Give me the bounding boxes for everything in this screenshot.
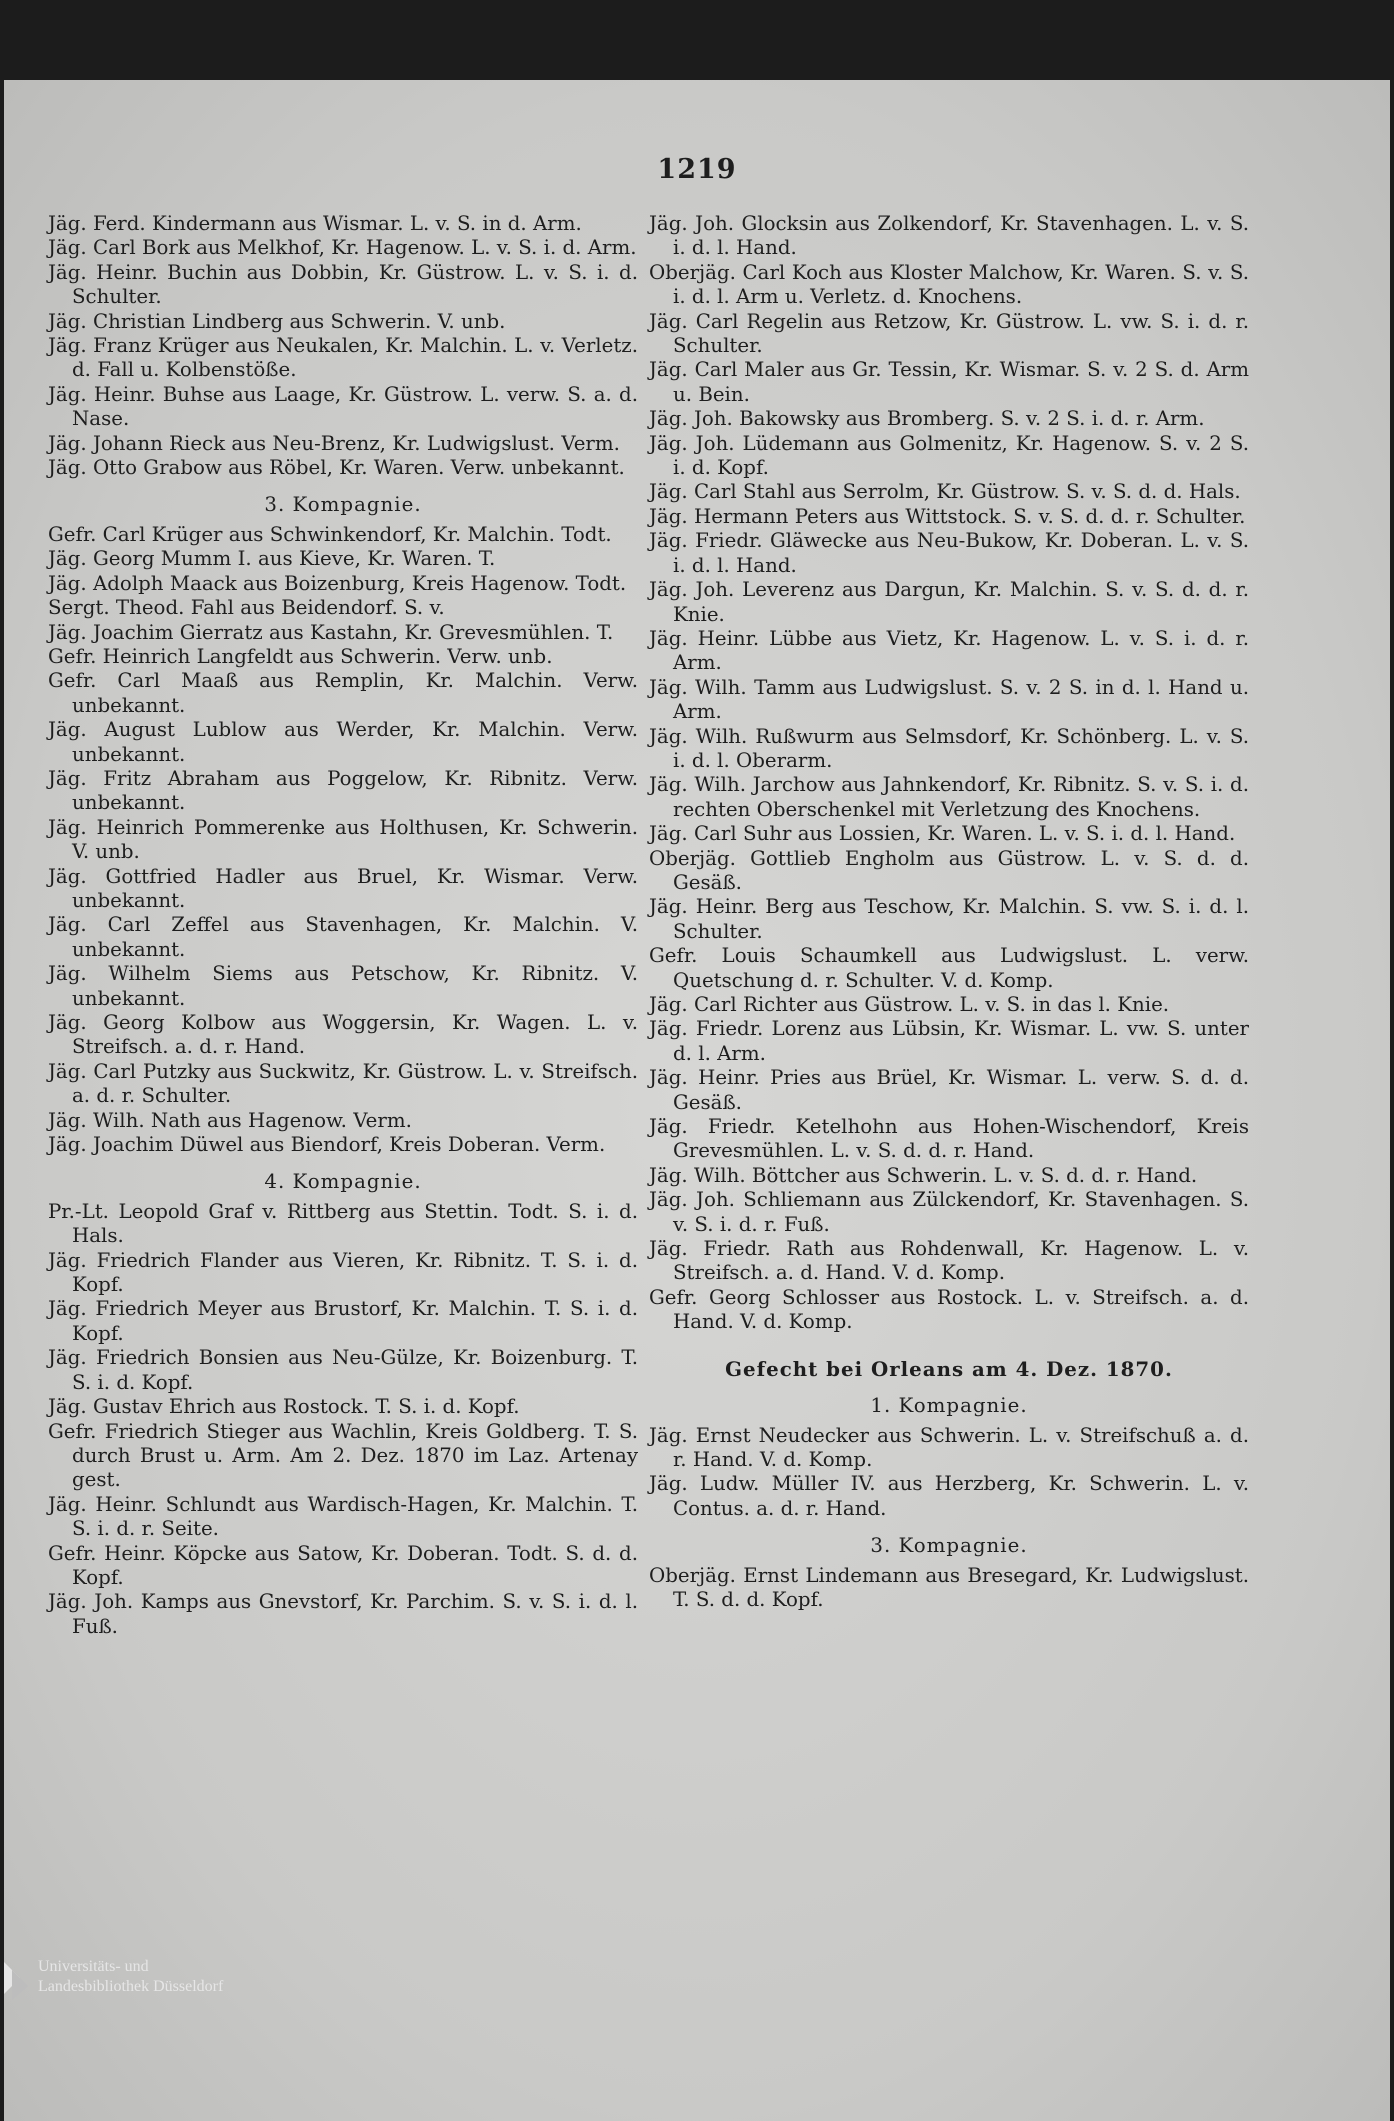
company-heading: 3. Kompagnie.: [870, 1534, 1028, 1558]
right-column: [649, 212, 1249, 1612]
casualty-entry: Jäg. Johann Rieck aus Neu-Brenz, Kr. Ludwigslust. Verm.: [48, 431, 620, 455]
casualty-entry: Jäg. August Lublow aus Werder, Kr. Malchin. Verw. unbekannt.: [48, 718, 638, 766]
casualty-entry: Jäg. Heinr. Buhse aus Laage, Kr. Güstrow. L. verw. S. a. d. Nase.: [48, 382, 638, 431]
casualty-entry: Jäg. Friedr. Rath aus Rohdenwall, Kr. Hagenow. L. v. Streifsch. a. d. Hand. V. d. Komp.: [649, 1237, 1249, 1285]
library-watermark: [0, 1954, 260, 2004]
casualty-entry: Jäg. Ludw. Müller IV. aus Herzberg, Kr. Schwerin. L. v. Contus. a. d. r. Hand.: [649, 1472, 1249, 1520]
casualty-entry: Jäg. Wilhelm Siems aus Petschow, Kr. Ribnitz. V. unbekannt.: [48, 962, 638, 1010]
casualty-entry: Oberjäg. Carl Koch aus Kloster Malchow, Kr. Waren. S. v. S. i. d. l. Arm u. Verletz. d. Knochens.: [649, 260, 1249, 309]
left-column: [48, 212, 638, 1639]
casualty-entry: Jäg. Joh. Kamps aus Gnevstorf, Kr. Parchim. S. v. S. i. d. l. Fuß.: [48, 1590, 638, 1638]
casualty-entry: Jäg. Friedrich Bonsien aus Neu-Gülze, Kr. Boizenburg. T. S. i. d. Kopf.: [48, 1346, 638, 1394]
ulb-logo-icon: [0, 1956, 30, 2000]
casualty-entry: Jäg. Friedrich Meyer aus Brustorf, Kr. Malchin. T. S. i. d. Kopf.: [48, 1297, 638, 1345]
casualty-entry: Gefr. Georg Schlosser aus Rostock. L. v. Streifsch. a. d. Hand. V. d. Komp.: [649, 1285, 1249, 1334]
casualty-entry: Jäg. Friedr. Lorenz aus Lübsin, Kr. Wismar. L. vw. S. unter d. l. Arm.: [649, 1017, 1249, 1065]
casualty-entry: Jäg. Ferd. Kindermann aus Wismar. L. v. S. in d. Arm.: [48, 212, 582, 235]
casualty-entry: Jäg. Joh. Schliemann aus Zülckendorf, Kr. Stavenhagen. S. v. S. i. d. r. Fuß.: [649, 1188, 1249, 1236]
casualty-entry: Pr.-Lt. Leopold Graf v. Rittberg aus Stettin. Todt. S. i. d. Hals.: [48, 1199, 638, 1248]
casualty-entry: Jäg. Heinr. Lübbe aus Vietz, Kr. Hagenow. L. v. S. i. d. r. Arm.: [649, 626, 1249, 675]
casualty-entry: Jäg. Carl Zeffel aus Stavenhagen, Kr. Malchin. V. unbekannt.: [48, 913, 638, 961]
casualty-entry: Jäg. Georg Mumm I. aus Kieve, Kr. Waren. T.: [48, 547, 496, 571]
casualty-entry: Gefr. Friedrich Stieger aus Wachlin, Kreis Goldberg. T. S. durch Brust u. Arm. Am 2. Dez. 1870 im Laz. Artenay gest.: [48, 1419, 638, 1492]
watermark-line-2: Landesbibliothek Düsseldorf: [38, 1978, 224, 1995]
casualty-entry: Gefr. Heinrich Langfeldt aus Schwerin. Verw. unb.: [48, 644, 553, 668]
casualty-entry: Jäg. Otto Grabow aus Röbel, Kr. Waren. Verw. unbekannt.: [48, 456, 625, 480]
casualty-entry: Jäg. Heinrich Pommerenke aus Holthusen, Kr. Schwerin. V. unb.: [48, 815, 638, 864]
casualty-entry: Jäg. Friedr. Ketelhohn aus Hohen-Wischendorf, Kreis Grevesmühlen. L. v. S. d. d. r. Hand.: [649, 1115, 1249, 1163]
casualty-entry: Jäg. Carl Stahl aus Serrolm, Kr. Güstrow. S. v. S. d. d. Hals.: [649, 480, 1241, 504]
casualty-entry: Jäg. Ernst Neudecker aus Schwerin. L. v. Streifschuß a. d. r. Hand. V. d. Komp.: [649, 1423, 1249, 1471]
casualty-entry: Jäg. Heinr. Berg aus Teschow, Kr. Malchin. S. vw. S. i. d. l. Schulter.: [649, 895, 1249, 943]
casualty-entry: Gefr. Carl Maaß aus Remplin, Kr. Malchin. Verw. unbekannt.: [48, 669, 638, 717]
casualty-entry: Jäg. Friedr. Gläwecke aus Neu-Bukow, Kr. Doberan. L. v. S. i. d. l. Hand.: [649, 529, 1249, 577]
casualty-entry: Gefr. Carl Krüger aus Schwinkendorf, Kr. Malchin. Todt.: [48, 522, 612, 546]
casualty-entry: Sergt. Theod. Fahl aus Beidendorf. S. v.: [48, 596, 445, 620]
section-heading: Gefecht bei Orleans am 4. Dez. 1870.: [725, 1356, 1173, 1381]
casualty-entry: Jäg. Gustav Ehrich aus Rostock. T. S. i. d. Kopf.: [48, 1395, 520, 1419]
casualty-entry: Jäg. Joh. Bakowsky aus Bromberg. S. v. 2 S. i. d. r. Arm.: [649, 407, 1205, 431]
casualty-entry: Jäg. Carl Putzky aus Suckwitz, Kr. Güstrow. L. v. Streifsch. a. d. r. Schulter.: [48, 1059, 638, 1108]
casualty-entry: Jäg. Franz Krüger aus Neukalen, Kr. Malchin. L. v. Verletz. d. Fall u. Kolbenstöße.: [48, 334, 638, 382]
casualty-entry: Jäg. Adolph Maack aus Boizenburg, Kreis Hagenow. Todt.: [48, 571, 627, 595]
casualty-entry: Jäg. Wilh. Jarchow aus Jahnkendorf, Kr. Ribnitz. S. v. S. i. d. rechten Oberschenkel mit Verletzung des Knochens.: [649, 773, 1249, 821]
casualty-entry: Oberjäg. Gottlieb Engholm aus Güstrow. L. v. S. d. d. Gesäß.: [649, 846, 1249, 894]
casualty-entry: Jäg. Joachim Düwel aus Biendorf, Kreis Doberan. Verm.: [48, 1133, 606, 1157]
casualty-entry: Jäg. Georg Kolbow aus Woggersin, Kr. Wagen. L. v. Streifsch. a. d. r. Hand.: [48, 1011, 638, 1059]
company-heading: 4. Kompagnie.: [264, 1170, 422, 1194]
casualty-entry: Jäg. Heinr. Pries aus Brüel, Kr. Wismar. L. verw. S. d. d. Gesäß.: [649, 1066, 1249, 1114]
casualty-entry: Jäg. Carl Maler aus Gr. Tessin, Kr. Wismar. S. v. 2 S. d. Arm u. Bein.: [649, 358, 1249, 406]
casualty-entry: Jäg. Heinr. Schlundt aus Wardisch-Hagen, Kr. Malchin. T. S. i. d. r. Seite.: [48, 1492, 638, 1541]
casualty-entry: Jäg. Christian Lindberg aus Schwerin. V. unb.: [48, 309, 506, 333]
casualty-entry: Jäg. Wilh. Nath aus Hagenow. Verm.: [48, 1108, 412, 1132]
casualty-entry: Jäg. Fritz Abraham aus Poggelow, Kr. Ribnitz. Verw. unbekannt.: [48, 766, 638, 815]
document-page: [4, 80, 1390, 2121]
casualty-entry: Jäg. Carl Suhr aus Lossien, Kr. Waren. L. v. S. i. d. l. Hand.: [649, 822, 1236, 846]
casualty-entry: Jäg. Carl Bork aus Melkhof, Kr. Hagenow. L. v. S. i. d. Arm.: [48, 236, 637, 260]
casualty-entry: Gefr. Heinr. Köpcke aus Satow, Kr. Doberan. Todt. S. d. d. Kopf.: [48, 1541, 638, 1589]
casualty-entry: Jäg. Heinr. Buchin aus Dobbin, Kr. Güstrow. L. v. S. i. d. Schulter.: [48, 260, 638, 309]
casualty-entry: Jäg. Joh. Glocksin aus Zolkendorf, Kr. Stavenhagen. L. v. S. i. d. l. Hand.: [649, 212, 1249, 260]
casualty-entry: Oberjäg. Ernst Lindemann aus Bresegard, Kr. Ludwigslust. T. S. d. d. Kopf.: [649, 1563, 1249, 1611]
casualty-entry: Jäg. Joachim Gierratz aus Kastahn, Kr. Grevesmühlen. T.: [48, 620, 614, 644]
casualty-entry: Jäg. Wilh. Tamm aus Ludwigslust. S. v. 2 S. in d. l. Hand u. Arm.: [649, 675, 1249, 724]
page-number: 1219: [657, 154, 737, 185]
casualty-entry: Jäg. Friedrich Flander aus Vieren, Kr. Ribnitz. T. S. i. d. Kopf.: [48, 1248, 638, 1297]
casualty-entry: Jäg. Joh. Leverenz aus Dargun, Kr. Malchin. S. v. S. d. d. r. Knie.: [649, 578, 1249, 626]
casualty-entry: Jäg. Carl Richter aus Güstrow. L. v. S. in das l. Knie.: [649, 993, 1170, 1016]
casualty-entry: Jäg. Joh. Lüdemann aus Golmenitz, Kr. Hagenow. S. v. 2 S. i. d. Kopf.: [649, 431, 1249, 480]
watermark-line-1: Universitäts- und: [38, 1958, 149, 1975]
company-heading: 1. Kompagnie.: [870, 1394, 1028, 1418]
company-heading: 3. Kompagnie.: [264, 493, 422, 517]
casualty-entry: Jäg. Wilh. Böttcher aus Schwerin. L. v. S. d. d. r. Hand.: [649, 1163, 1198, 1187]
casualty-entry: Jäg. Gottfried Hadler aus Bruel, Kr. Wismar. Verw. unbekannt.: [48, 864, 638, 912]
casualty-entry: Jäg. Wilh. Rußwurm aus Selmsdorf, Kr. Schönberg. L. v. S. i. d. l. Oberarm.: [649, 724, 1249, 772]
casualty-entry: Jäg. Carl Regelin aus Retzow, Kr. Güstrow. L. vw. S. i. d. r. Schulter.: [649, 309, 1249, 358]
casualty-entry: Gefr. Louis Schaumkell aus Ludwigslust. L. verw. Quetschung d. r. Schulter. V. d. Komp.: [649, 944, 1249, 992]
casualty-entry: Jäg. Hermann Peters aus Wittstock. S. v. S. d. d. r. Schulter.: [649, 504, 1246, 528]
